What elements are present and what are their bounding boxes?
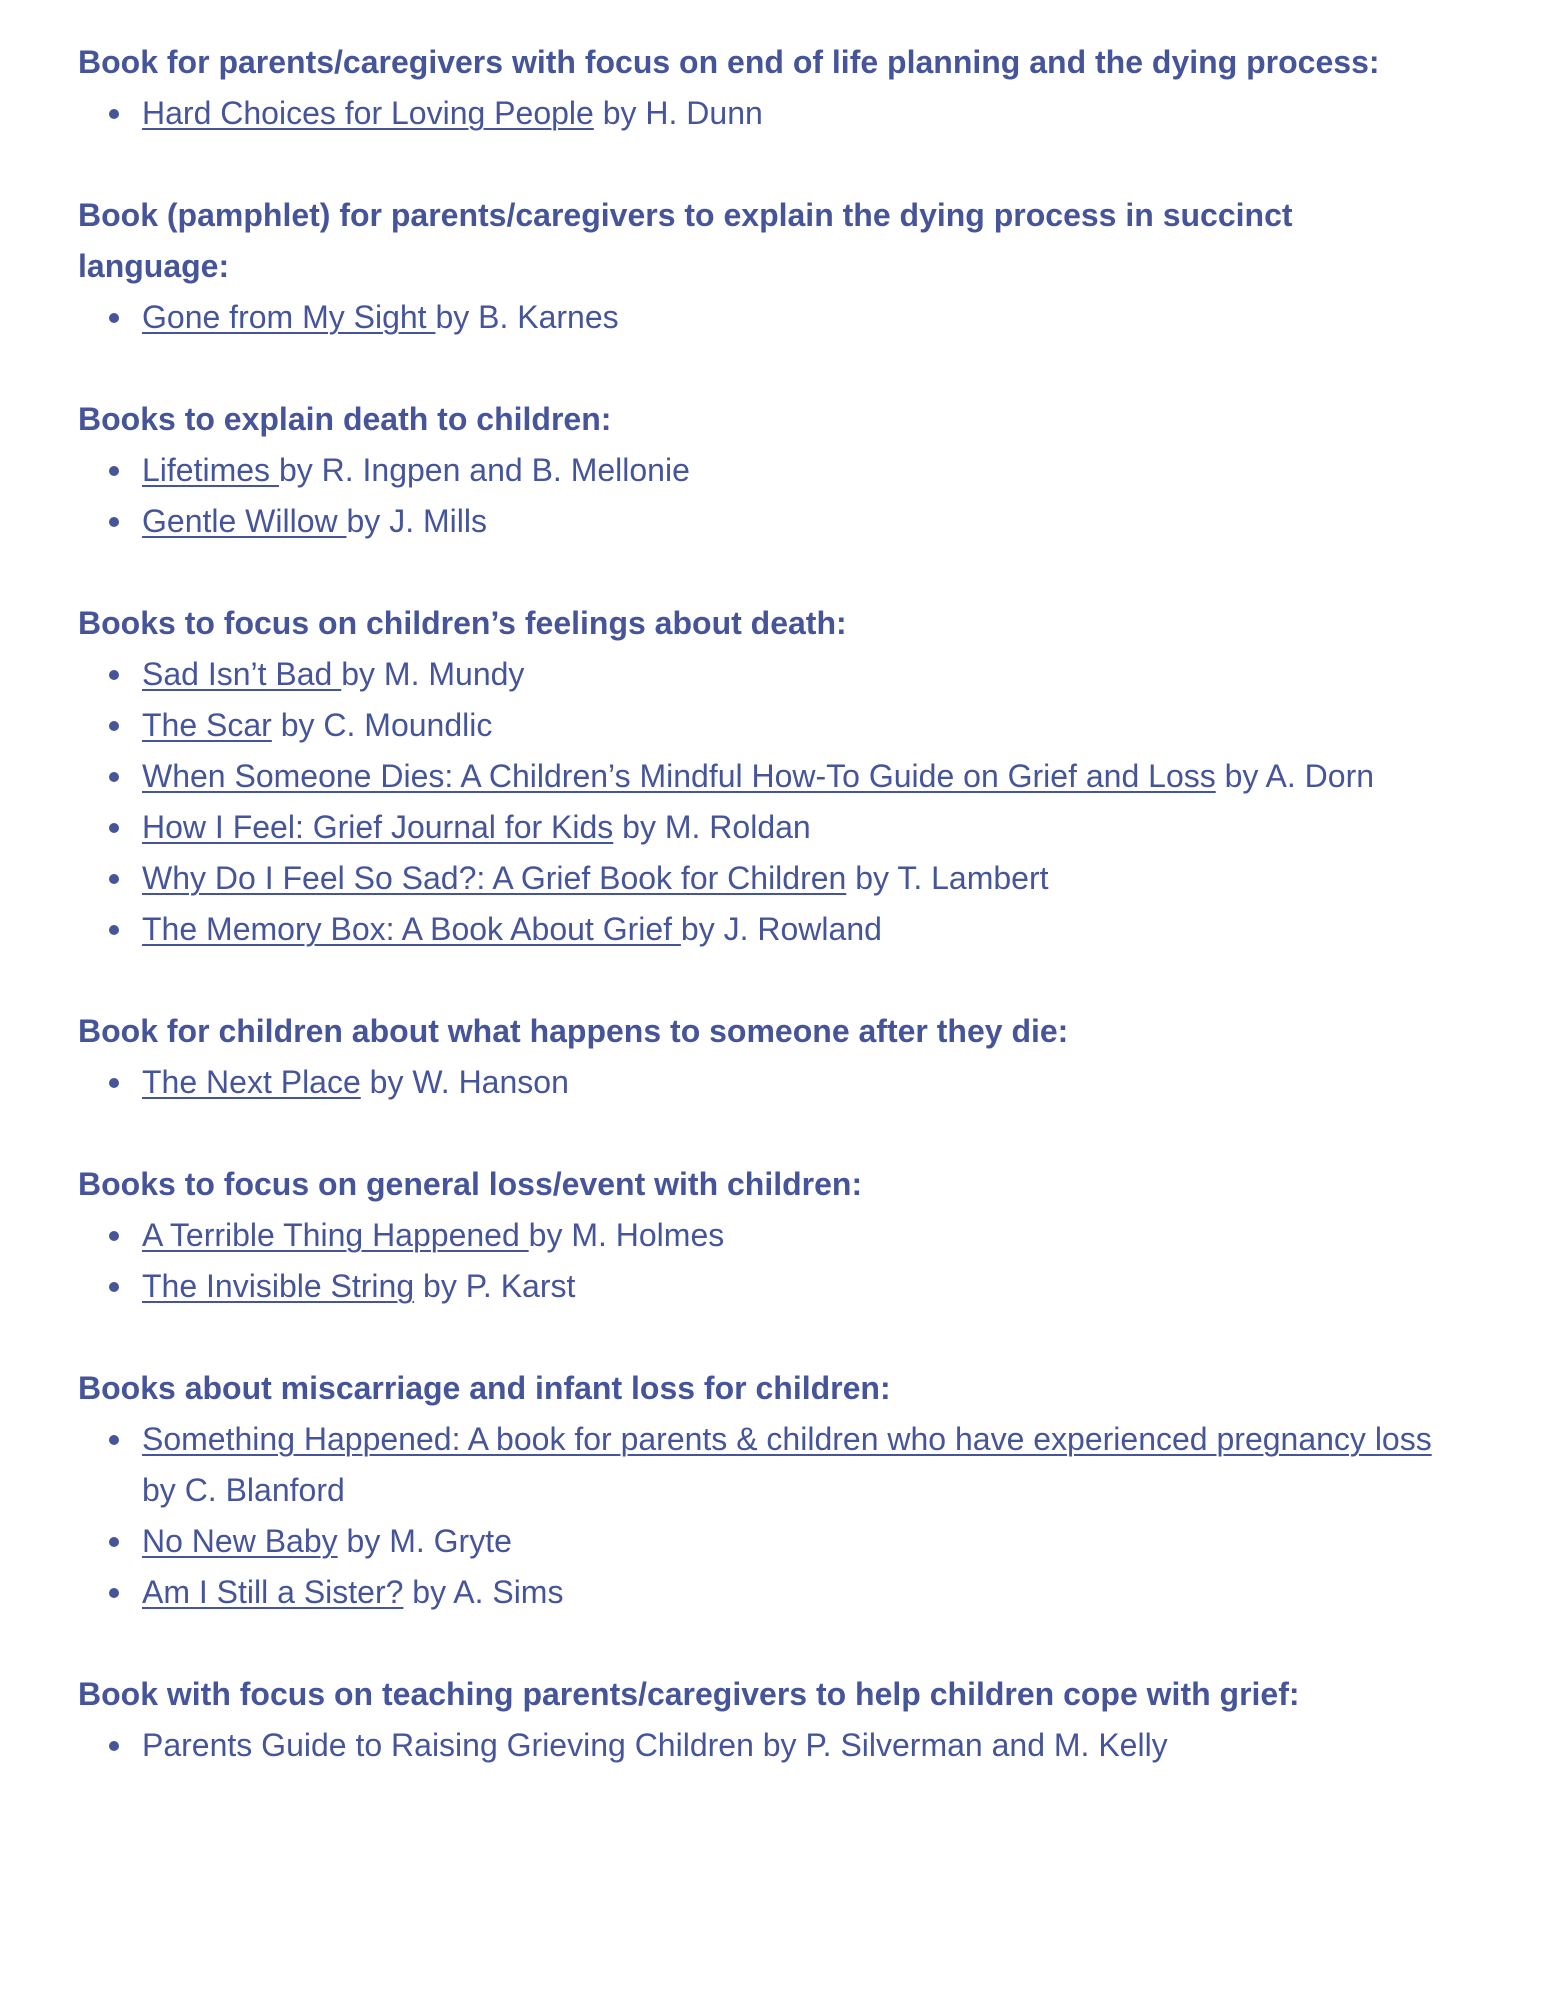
book-author: by B. Karnes [435,299,619,335]
list-item [142,445,1442,496]
book-list [78,1057,1448,1108]
section-heading: Books to focus on children’s feelings about death: [78,605,847,641]
list-item [142,496,1442,547]
book-link[interactable]: Gone from My Sight [142,299,436,335]
book-link[interactable]: Something Happened: A book for parents & children who have experienced pregnancy loss [142,1421,1432,1457]
book-author: by P. Silverman and M. Kelly [753,1727,1168,1763]
list-item [142,1516,1442,1567]
section-childrens-feelings [78,598,1448,955]
book-link[interactable]: Gentle Willow [142,503,347,539]
book-link[interactable]: The Scar [142,707,272,743]
book-author: by R. Ingpen and B. Mellonie [278,452,690,488]
list-item [142,1414,1442,1516]
section-heading: Books to focus on general loss/event with children: [78,1166,863,1202]
bullet-icon [109,466,119,476]
list-item [142,1261,1442,1312]
bullet-icon [109,1435,119,1445]
book-list [78,88,1448,139]
bullet-icon [109,313,119,323]
bullet-icon [109,1741,119,1751]
book-author: by C. Moundlic [271,707,493,743]
book-list [78,649,1448,955]
list-item [142,1720,1442,1771]
book-link[interactable]: No New Baby [142,1523,338,1559]
list-item [142,853,1442,904]
book-list [78,1210,1448,1312]
bullet-icon [109,874,119,884]
book-author: by A. Dorn [1215,758,1375,794]
section-heading: Book for parents/caregivers with focus on end of life planning and the dying process: [78,44,1380,80]
section-after-death [78,1006,1448,1108]
book-link[interactable]: Sad Isn’t Bad [142,656,342,692]
bullet-icon [109,1078,119,1088]
book-author: by M. Gryte [337,1523,512,1559]
list-item [142,700,1442,751]
list-item [142,751,1442,802]
book-author: by M. Mundy [341,656,525,692]
book-link[interactable]: Lifetimes [142,452,279,488]
section-parents-help-children-cope [78,1669,1448,1771]
bullet-icon [109,109,119,119]
bullet-icon [109,517,119,527]
book-link[interactable]: The Invisible String [142,1268,415,1304]
book-link[interactable]: When Someone Dies: A Children’s Mindful How-To Guide on Grief and Loss [142,758,1216,794]
book-link[interactable]: Hard Choices for Loving People [142,95,594,131]
list-item [142,1567,1442,1618]
book-author: by M. Roldan [613,809,811,845]
book-link[interactable]: The Memory Box: A Book About Grief [142,911,681,947]
bullet-icon [109,925,119,935]
book-list [78,292,1448,343]
section-heading: Book (pamphlet) for parents/caregivers to explain the dying process in succinct language: [78,197,1293,284]
book-author: by M. Holmes [528,1217,725,1253]
book-list [78,1720,1448,1771]
bullet-icon [109,721,119,731]
bullet-icon [109,1537,119,1547]
book-list [78,445,1448,547]
section-general-loss [78,1159,1448,1312]
book-link[interactable]: Why Do I Feel So Sad?: A Grief Book for Children [142,860,847,896]
book-author: by A. Sims [403,1574,564,1610]
section-heading: Books to explain death to children: [78,401,612,437]
book-link[interactable]: The Next Place [142,1064,361,1100]
book-list [78,1414,1448,1618]
section-end-of-life-planning [78,37,1448,139]
list-item [142,904,1442,955]
bullet-icon [109,1588,119,1598]
section-heading: Book with focus on teaching parents/caregivers to help children cope with grief: [78,1676,1300,1712]
book-title: Parents Guide to Raising Grieving Children [142,1727,754,1763]
book-author: by P. Karst [414,1268,576,1304]
section-heading: Books about miscarriage and infant loss for children: [78,1370,891,1406]
bullet-icon [109,823,119,833]
book-author: by W. Hanson [360,1064,569,1100]
book-author: by J. Rowland [680,911,882,947]
bullet-icon [109,1231,119,1241]
book-link[interactable]: Am I Still a Sister? [142,1574,404,1610]
bullet-icon [109,1282,119,1292]
list-item [142,649,1442,700]
section-heading: Book for children about what happens to someone after they die: [78,1013,1069,1049]
book-author: by C. Blanford [142,1421,1441,1508]
bullet-icon [109,670,119,680]
list-item [142,1057,1442,1108]
book-link[interactable]: How I Feel: Grief Journal for Kids [142,809,614,845]
book-author: by J. Mills [346,503,487,539]
bullet-icon [109,772,119,782]
list-item [142,1210,1442,1261]
list-item [142,802,1442,853]
book-author: by T. Lambert [846,860,1049,896]
list-item [142,88,1442,139]
book-link[interactable]: A Terrible Thing Happened [142,1217,529,1253]
list-item [142,292,1442,343]
book-author: by H. Dunn [593,95,763,131]
section-miscarriage-infant-loss [78,1363,1448,1618]
section-dying-process-pamphlet [78,190,1448,343]
section-explain-death-to-children [78,394,1448,547]
